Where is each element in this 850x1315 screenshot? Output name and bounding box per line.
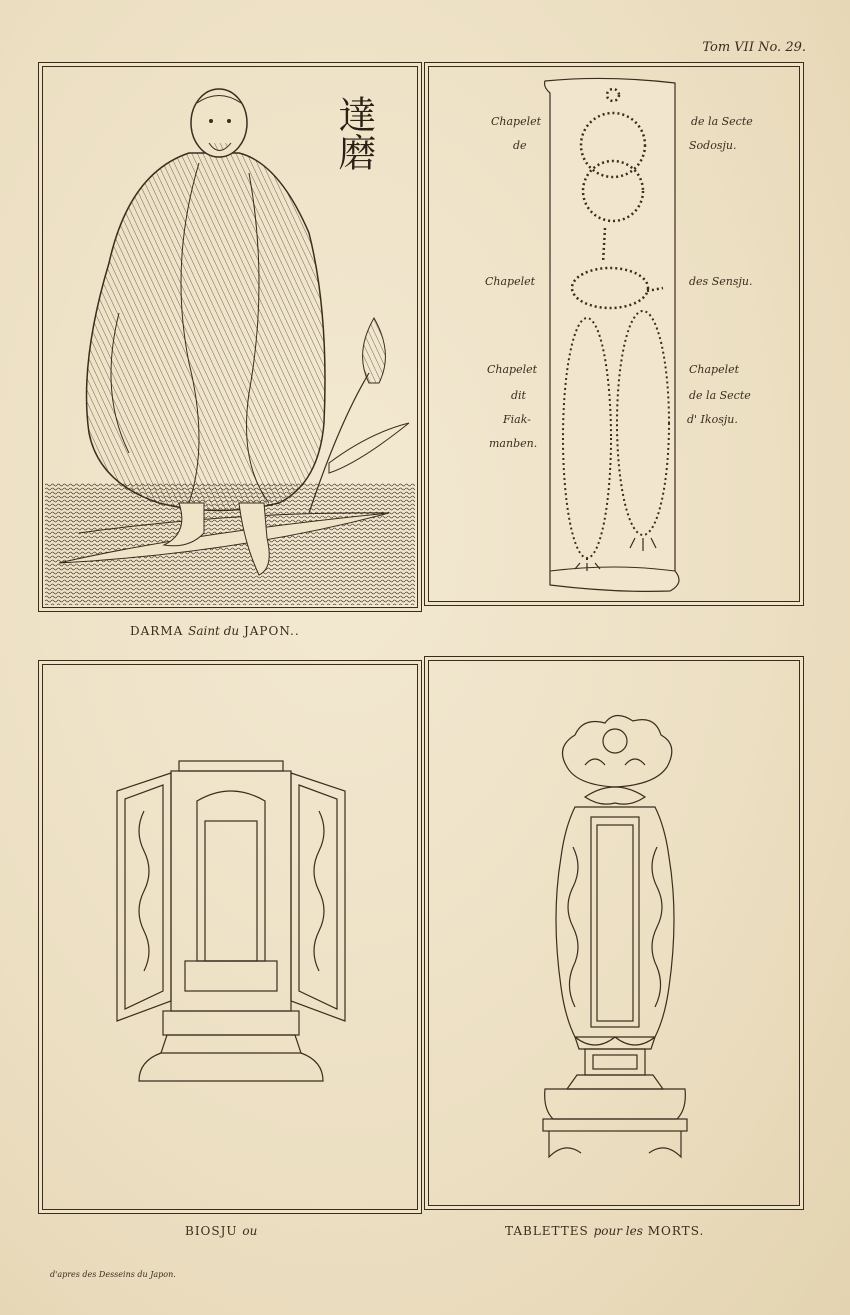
label-chapelet-4: Chapelet bbox=[689, 363, 740, 376]
caption-darma-place: JAPON.. bbox=[243, 624, 300, 638]
tablet-lotus bbox=[575, 1037, 655, 1049]
label-secte-2: de la Secte bbox=[689, 389, 751, 402]
label-fiak: Fiak- bbox=[503, 413, 531, 426]
panel-darma bbox=[38, 62, 422, 612]
tablet-stand bbox=[545, 1089, 686, 1119]
label-manben: manben. bbox=[489, 437, 538, 450]
caption-tablettes-rest: pour les bbox=[593, 1224, 643, 1238]
label-dit: dit bbox=[511, 389, 526, 402]
shrine-body bbox=[171, 771, 291, 1011]
tablet-jewel bbox=[603, 729, 627, 753]
caption-biosju bbox=[185, 1224, 257, 1238]
tablet-center-panel bbox=[591, 817, 639, 1027]
lotus-leaf bbox=[329, 423, 409, 473]
plate-number: Tom VII No. 29. bbox=[702, 40, 806, 55]
caption-darma-rest: Saint du bbox=[188, 624, 240, 638]
caption-tablettes bbox=[505, 1224, 704, 1238]
caption-darma bbox=[130, 624, 300, 638]
label-de-1: de bbox=[513, 139, 527, 152]
kanji-inscription: 達磨 bbox=[332, 95, 376, 171]
shrine-base bbox=[163, 1011, 299, 1035]
label-chapelet-3: Chapelet bbox=[487, 363, 538, 376]
caption-darma-name: DARMA bbox=[130, 624, 184, 638]
caption-tablettes-place: MORTS. bbox=[647, 1224, 705, 1238]
panel-tablettes bbox=[424, 656, 804, 1210]
tablet-cloud-top bbox=[563, 715, 672, 787]
engraver-footnote: d'apres des Desseins du Japon. bbox=[50, 1270, 176, 1279]
caption-biosju-rest: ou bbox=[242, 1224, 258, 1238]
label-secte-1: de la Secte bbox=[691, 115, 753, 128]
biosju-illustration bbox=[39, 661, 421, 1213]
panel-rosaries bbox=[424, 62, 804, 606]
shrine-tablet bbox=[197, 791, 265, 961]
rosaries-illustration bbox=[425, 63, 803, 605]
tablettes-illustration bbox=[425, 657, 803, 1209]
label-chapelet-2: Chapelet bbox=[485, 275, 536, 288]
caption-tablettes-name: TABLETTES bbox=[505, 1224, 589, 1238]
panel-biosju bbox=[38, 660, 422, 1214]
label-sensju: des Sensju. bbox=[689, 275, 753, 288]
lotus-bud bbox=[363, 318, 386, 383]
label-chapelet-1: Chapelet bbox=[491, 115, 542, 128]
robe bbox=[87, 153, 326, 511]
caption-biosju-name: BIOSJU bbox=[185, 1224, 238, 1238]
label-ikosju: d' Ikosju. bbox=[687, 413, 738, 426]
tablet-body bbox=[556, 807, 674, 1037]
label-sodosju: Sodosju. bbox=[689, 139, 737, 152]
